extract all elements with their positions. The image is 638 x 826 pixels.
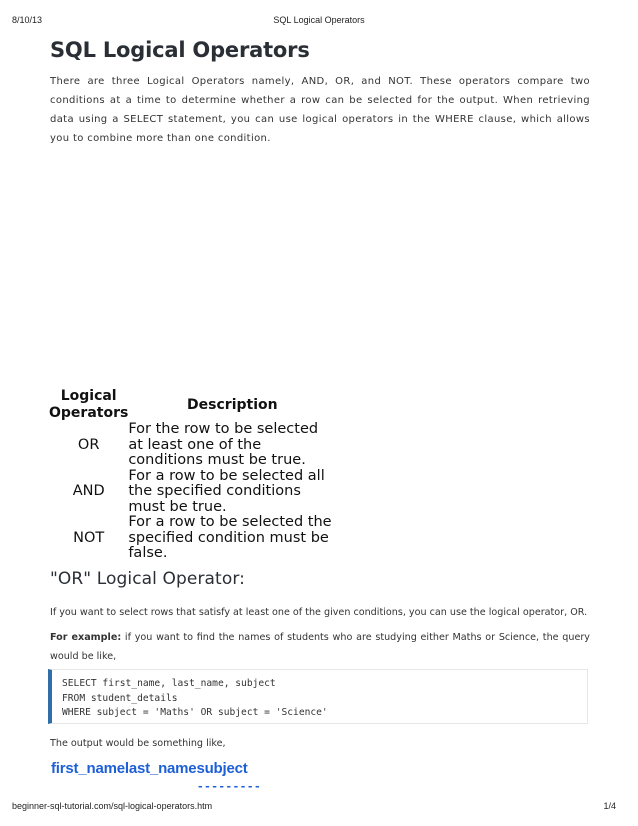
sql-code-block <box>48 669 588 724</box>
operator-cell: AND <box>72 483 105 499</box>
or-section-heading: "OR" Logical Operator: <box>50 569 245 589</box>
page-number: 1/4 <box>603 801 616 811</box>
code-line: FROM student_details <box>62 692 178 704</box>
table-header-row <box>49 388 336 422</box>
description-text: For a row to be selected the specified condition must be false. <box>128 514 332 561</box>
page-title: SQL Logical Operators <box>50 38 310 62</box>
output-column: subject <box>196 760 248 777</box>
print-title: SQL Logical Operators <box>273 15 365 25</box>
header-description: Description <box>187 396 278 413</box>
output-intro-paragraph: The output would be something like, <box>50 738 226 749</box>
print-header <box>12 15 626 29</box>
example-paragraph <box>50 628 590 666</box>
description-cell <box>128 422 336 469</box>
output-column: last_name <box>124 760 197 777</box>
operators-table <box>49 388 336 562</box>
footer-url: beginner-sql-tutorial.com/sql-logical-operators.htm <box>12 801 213 811</box>
operator-cell: OR <box>77 436 100 453</box>
example-text: if you want to find the names of students who are studying either Maths or Science, the query would be like, <box>50 632 590 662</box>
output-column: first_name <box>51 760 125 777</box>
output-column-headers <box>51 760 248 777</box>
or-description-paragraph: If you want to select rows that satisfy at least one of the given conditions, you can use the logical operator, OR. <box>50 607 588 618</box>
description-cell <box>128 515 336 562</box>
header-logical-operators: Logical Operators <box>49 388 129 421</box>
print-date: 8/10/13 <box>12 15 43 25</box>
table-row <box>49 422 336 469</box>
code-line: SELECT first_name, last_name, subject <box>62 678 276 689</box>
description-text: For a row to be selected all the specified conditions must be true. <box>128 467 325 515</box>
table-row <box>49 515 336 562</box>
intro-paragraph: There are three Logical Operators namely, AND, OR, and NOT. These operators compare two conditions at a time to determine whether a row can be selected for the output. When retrieving data using a SELECT statement, you can use logical operators in the WHERE clause, which allows you to combine more than one condition. <box>50 76 590 144</box>
output-separator: --------- <box>197 780 262 793</box>
example-label: For example: <box>50 632 122 643</box>
operator-cell: NOT <box>73 529 105 546</box>
code-line: WHERE subject = 'Maths' OR subject = 'Science' <box>62 707 328 718</box>
table-row <box>49 469 336 516</box>
description-text: For the row to be selected at least one of the conditions must be true. <box>128 421 319 468</box>
description-cell <box>128 469 336 516</box>
